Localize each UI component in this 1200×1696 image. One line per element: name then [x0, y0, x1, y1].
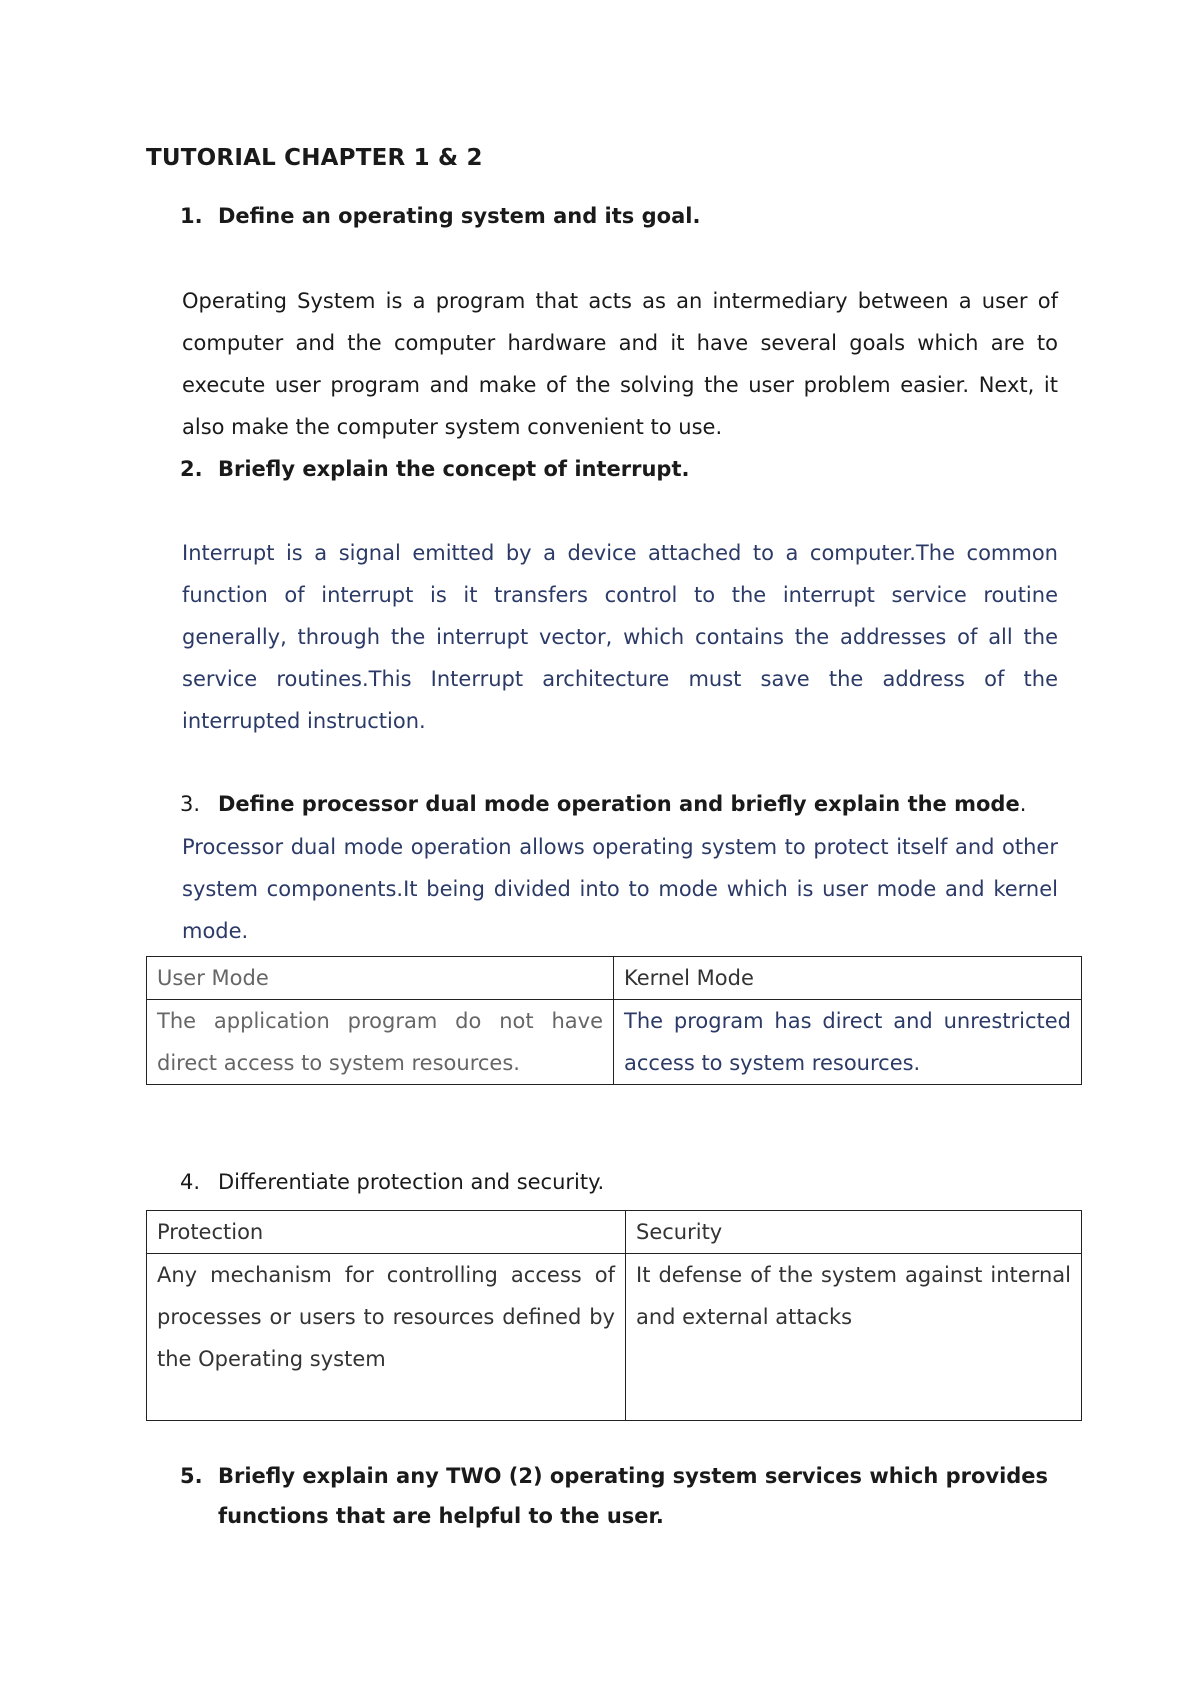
question-number: 3. — [180, 792, 201, 816]
question-3 — [180, 784, 1026, 824]
protection-security-table — [146, 1210, 1082, 1421]
question-1 — [180, 196, 700, 236]
question-text: Define an operating system and its goal. — [218, 204, 701, 228]
question-text: Briefly explain any TWO (2) operating system services which provides — [218, 1464, 1049, 1488]
mode-table — [146, 956, 1082, 1085]
answer-1: Operating System is a program that acts as an intermediary between a user of computer and the computer hardware and it have several goals which are to execute user program and make of the solving the user problem easier. Next, it also make the computer system convenient to use. — [182, 289, 1058, 439]
table-cell: The program has direct and unrestricted access to system resources. — [614, 1000, 1082, 1085]
table-row — [147, 1254, 1082, 1421]
table-header-row — [147, 957, 1082, 1000]
question-text: Define processor dual mode operation and briefly explain the mode — [218, 792, 1020, 816]
question-number: 5. — [180, 1464, 203, 1488]
table-header-cell: Security — [626, 1211, 1082, 1254]
question-text: Briefly explain the concept of interrupt. — [218, 457, 690, 481]
table-cell: It defense of the system against internal and external attacks — [626, 1254, 1082, 1421]
question-2 — [180, 449, 689, 489]
table-header-cell: Kernel Mode — [614, 957, 1082, 1000]
table-row — [147, 1000, 1082, 1085]
table-header-cell: User Mode — [147, 957, 614, 1000]
question-5 — [180, 1456, 1060, 1536]
question-line-1 — [180, 1456, 1060, 1496]
question-number: 4. — [180, 1170, 201, 1194]
question-number: 2. — [180, 457, 203, 481]
page-title: TUTORIAL CHAPTER 1 & 2 — [146, 145, 483, 171]
table-cell: Any mechanism for controlling access of processes or users to resources defined by the Operating system — [147, 1254, 626, 1421]
answer-2: Interrupt is a signal emitted by a device attached to a computer.The common function of interrupt is it transfers control to the interrupt service routine generally, through the interrupt vector, which contains the addresses of all the service routines.This Interrupt architecture must save the address of the interrupted instruction. — [182, 541, 1058, 733]
question-4 — [180, 1162, 604, 1202]
table-header-cell: Protection — [147, 1211, 626, 1254]
answer-3: Processor dual mode operation allows operating system to protect itself and other system components.It being divided into to mode which is user mode and kernel mode. — [182, 835, 1058, 943]
question-line-2: functions that are helpful to the user. — [218, 1504, 664, 1528]
question-trailing: . — [1019, 792, 1027, 816]
question-number: 1. — [180, 204, 203, 228]
question-text: Differentiate protection and security. — [218, 1170, 605, 1194]
table-cell: The application program do not have direct access to system resources. — [147, 1000, 614, 1085]
table-header-row — [147, 1211, 1082, 1254]
